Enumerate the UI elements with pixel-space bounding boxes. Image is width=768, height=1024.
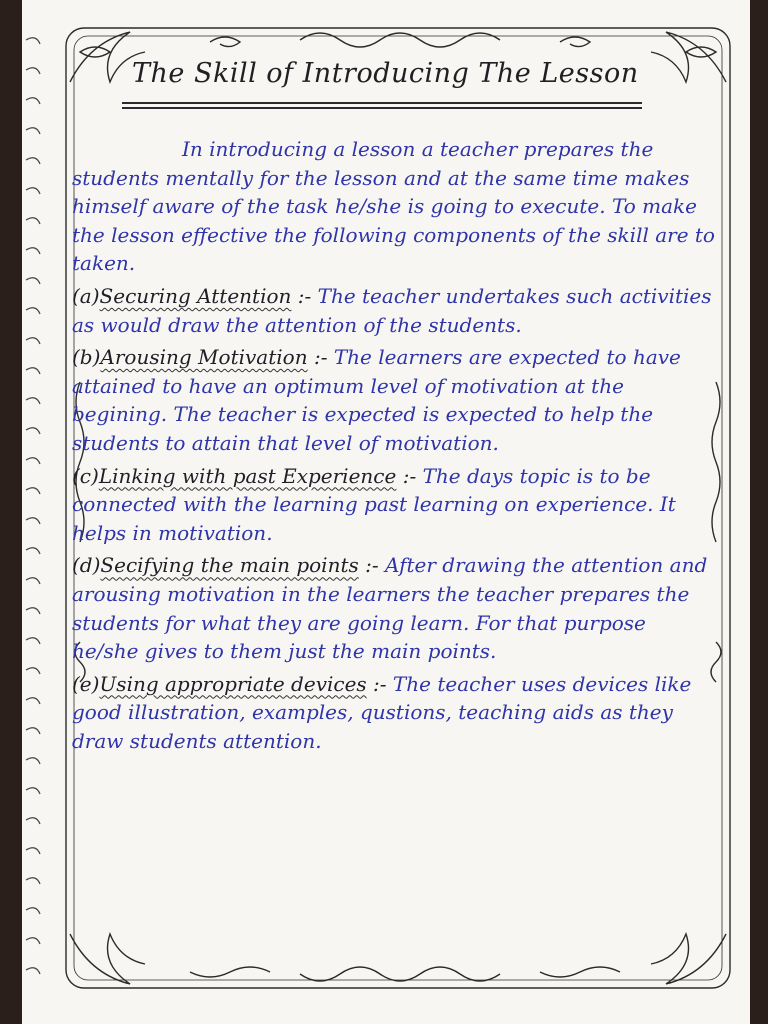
- item-marker: (b): [72, 345, 101, 370]
- item-heading: Arousing Motivation: [100, 345, 308, 370]
- list-item: [72, 282, 717, 339]
- item-heading: Linking with past Experience: [98, 463, 397, 488]
- item-heading: Using appropriate devices: [99, 671, 367, 696]
- list-item: [72, 551, 717, 665]
- item-separator: :-: [307, 345, 334, 370]
- item-separator: :-: [358, 553, 385, 578]
- item-separator: :-: [366, 671, 393, 696]
- item-text: The learners are expected to have attained to have an optimum level of motivation at the begining. The teacher is expected is expected to help the students to attain that level of motivation.: [72, 345, 681, 455]
- item-marker: (a): [72, 283, 100, 308]
- title-underline: [122, 102, 642, 104]
- title-underline-second: [122, 107, 642, 109]
- list-item: [72, 670, 717, 756]
- item-text: The teacher undertakes such activities as would draw the attention of the students.: [72, 283, 712, 337]
- item-separator: :-: [291, 283, 318, 308]
- item-text: After drawing the attention and arousing motivation in the learners the teacher prepares the students for what they are going learn. For that purpose he/she gives to them just the main points.: [72, 553, 708, 664]
- item-heading: Secifying the main points: [100, 553, 359, 578]
- item-separator: :-: [396, 463, 423, 488]
- item-marker: (e): [72, 671, 100, 696]
- item-heading: Securing Attention: [99, 283, 292, 308]
- item-marker: (c): [72, 463, 99, 488]
- notebook-page: [22, 0, 750, 1024]
- list-item: [72, 343, 717, 457]
- list-item: [72, 462, 717, 548]
- item-text: The days topic is to be connected with the learning past learning on experience. It helps in motivation.: [72, 463, 676, 545]
- spiral-binding: [22, 0, 46, 1024]
- notes-body: [72, 135, 717, 755]
- intro-paragraph: In introducing a lesson a teacher prepares the students mentally for the lesson and at the same time makes himself aware of the task he/she is going to execute. To make the lesson effective the following components of the skill are to taken.: [72, 137, 715, 276]
- page-title: The Skill of Introducing The Lesson: [132, 58, 639, 89]
- item-marker: (d): [72, 553, 101, 578]
- item-text: The teacher uses devices like good illustration, examples, qustions, teaching aids as they draw students attention.: [72, 671, 692, 753]
